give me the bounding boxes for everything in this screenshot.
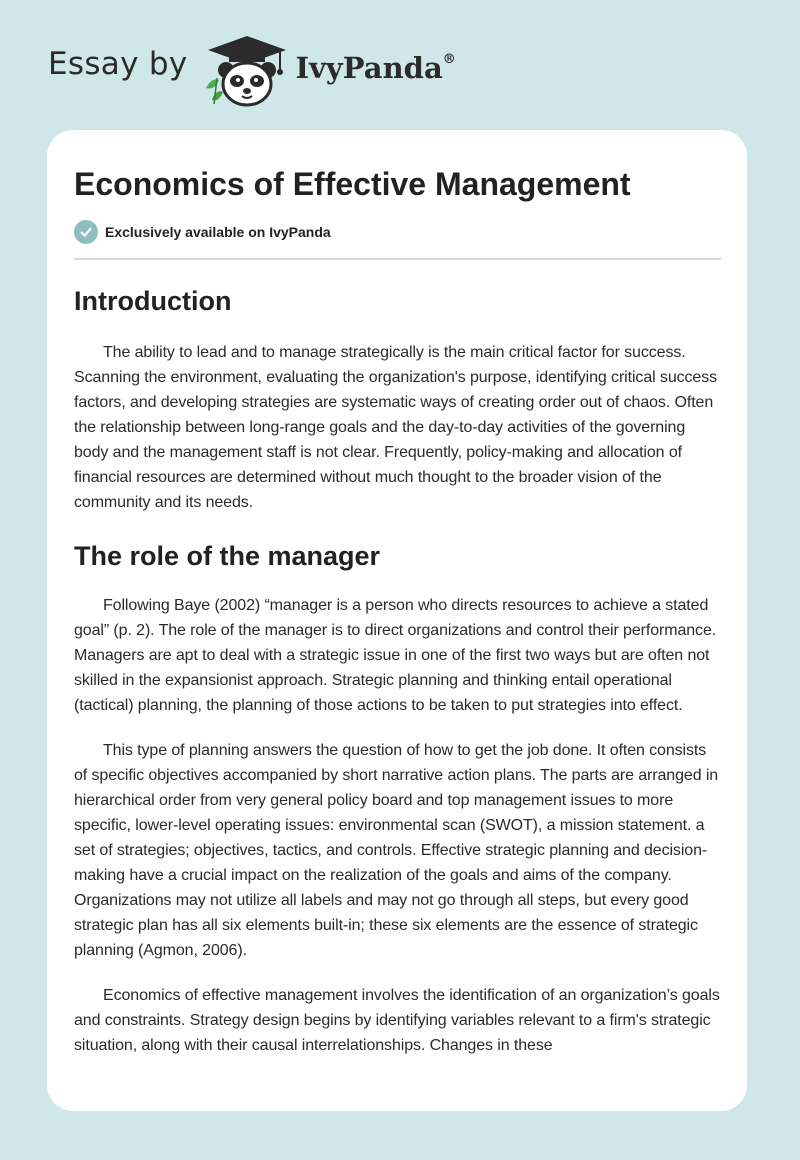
section-heading-role-of-manager: The role of the manager	[74, 541, 381, 571]
brand-name: IvyPanda®	[295, 51, 456, 85]
check-circle-icon	[74, 220, 98, 244]
section-heading-introduction: Introduction	[74, 286, 232, 316]
paragraph: The ability to lead and to manage strategically is the main critical factor for success. Scanning the environment, evaluating the organization's purpose, identifying critical success factors, and developing strategies are systematic ways of creating order out of chaos. Often the relationship between long-range goals and the day-to-day activities of the governing body and the management staff is not clear. Frequently, policy-making and allocation of financial resources are determined without much thought to the broader vision of the community and its needs.	[74, 344, 718, 511]
site-header	[48, 30, 456, 110]
article-card	[47, 130, 747, 1111]
paragraph: Economics of effective management involves the identification of an organization’s goals and constraints. Strategy design begins by identifying variables relevant to a firm's strategic situation, along with their causal interrelationships. Changes in these	[74, 987, 720, 1054]
exclusive-badge	[74, 220, 721, 260]
page-title: Economics of Effective Management	[74, 166, 631, 202]
essay-by-label: Essay by	[48, 46, 188, 82]
exclusive-label: Exclusively available on IvyPanda	[105, 224, 331, 240]
panda-graduate-icon	[202, 30, 292, 110]
paragraph: This type of planning answers the question of how to get the job done. It often consists of specific objectives accompanied by short narrative action plans. The parts are arranged in hierarchical order from very general policy board and top management issues to more specific, lower-level operating issues: environmental scan (SWOT), a mission statement. a set of strategies; objectives, tactics, and controls. Effective strategic planning and decision-making have a crucial impact on the realization of the goals and aims of the company. Organizations may not utilize all labels and may not go through all steps, but every good strategic plan has all six elements built-in; these six elements are the essence of strategic planning (Agmon, 2006).	[74, 742, 719, 959]
paragraph: Following Baye (2002) “manager is a person who directs resources to achieve a stated goal” (p. 2). The role of the manager is to direct organizations and control their performance. Managers are apt to deal with a strategic issue in one of the first two ways but are often not skilled in the expansionist approach. Strategic planning and thinking entail operational (tactical) planning, the planning of those actions to be taken to put strategies into effect.	[74, 597, 717, 714]
